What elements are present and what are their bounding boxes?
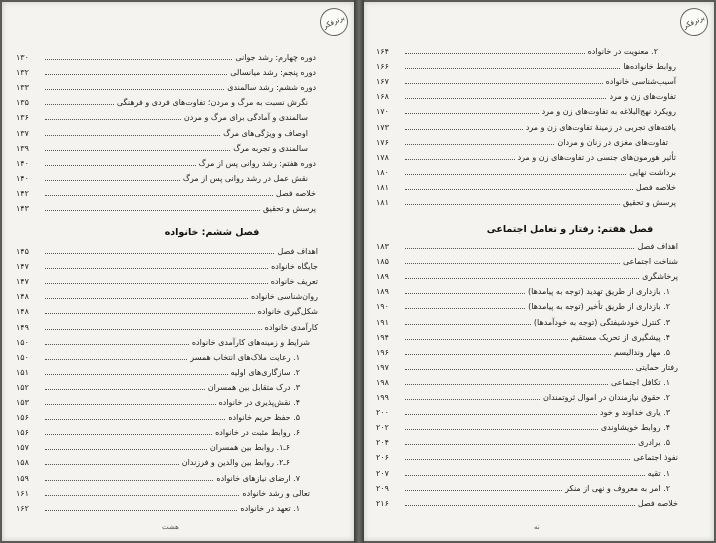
toc-entry: [376, 86, 676, 101]
toc-dot-leader: [45, 165, 196, 166]
toc-entry: [16, 422, 318, 437]
toc-entry: [376, 462, 678, 477]
toc-entry-title: دوره چهارم: رشد جوانی: [235, 53, 316, 63]
toc-entry-page: ۱۸۰: [376, 167, 389, 177]
toc-dot-leader: [405, 459, 630, 460]
toc-entry-title: ۱. رعایت ملاک‌های انتخاب همسر: [190, 352, 300, 362]
toc-entry: [376, 342, 678, 357]
toc-dot-leader: [405, 293, 525, 294]
toc-entry: [16, 77, 316, 92]
toc-entry-title: دوره هفتم: رشد روانی پس از مرگ: [198, 158, 316, 168]
toc-dot-leader: [405, 144, 554, 145]
toc-entry-page: ۱۷۳: [376, 122, 389, 132]
toc-entry-page: ۱۹۱: [376, 317, 389, 327]
toc-entry-page: ۱۵۸: [16, 458, 29, 468]
toc-dot-leader: [45, 464, 179, 465]
toc-entry-title: ۶ـ۱. روابط بین همسران: [209, 443, 290, 453]
toc-entry-title: دوره پنجم: رشد میانسالی: [230, 68, 316, 78]
toc-entry: [16, 153, 316, 168]
toc-entry-title: ۱. تعهد در خانواده: [240, 503, 300, 513]
toc-dot-leader: [405, 113, 539, 114]
left-page: [2, 2, 354, 541]
toc-entry-page: ۱۹۷: [376, 362, 389, 372]
toc-entry-title: سالمندی و آمادگی برای مرگ و مردن: [183, 113, 308, 123]
toc-dot-leader: [45, 480, 213, 481]
toc-dot-leader: [405, 159, 515, 160]
toc-dot-leader: [405, 354, 611, 355]
toc-entry-page: ۱۸۹: [376, 272, 389, 282]
toc-entry-title: تأثیر هورمون‌های جنسی در تفاوت‌های زن و مرد: [517, 152, 676, 162]
toc-dot-leader: [45, 268, 268, 269]
toc-entry: [16, 483, 318, 498]
left-toc-chapter: [16, 241, 318, 513]
toc-entry-title: سالمندی و تجربه مرگ: [233, 143, 308, 153]
toc-entry: [376, 116, 676, 131]
left-page-number: هشت: [162, 523, 179, 531]
toc-entry-page: ۱۳۲: [16, 68, 29, 78]
toc-dot-leader: [405, 83, 603, 84]
toc-entry-title: کارآمدی خانواده: [264, 322, 318, 332]
toc-entry-page: ۲۰۴: [376, 438, 389, 448]
toc-entry-title: تعریف خانواده: [270, 277, 318, 287]
toc-entry: [376, 132, 676, 147]
toc-dot-leader: [45, 150, 230, 151]
toc-dot-leader: [45, 313, 255, 314]
toc-entry-title: ۱. تکافل اجتماعی: [611, 377, 670, 387]
toc-entry-title: ۱. تقیه: [647, 468, 670, 478]
toc-entry-page: ۱۴۵: [16, 247, 29, 257]
toc-entry: [16, 301, 318, 316]
toc-entry: [16, 452, 318, 467]
toc-entry: [376, 478, 678, 493]
toc-dot-leader: [45, 389, 205, 390]
toc-entry-page: ۱۳۵: [16, 98, 29, 108]
toc-dot-leader: [45, 253, 274, 254]
toc-entry-page: ۱۳۳: [16, 83, 29, 93]
toc-entry-title: ۲. حقوق نیازمندان در اموال ثروتمندان: [543, 393, 670, 403]
toc-entry-title: اوصاف و ویژگی‌های مرگ: [223, 128, 308, 138]
toc-entry-title: تعالی و رشد خانواده: [242, 488, 310, 498]
left-toc-top: [16, 47, 316, 213]
toc-entry: [376, 162, 676, 177]
toc-entry-page: ۱۴۷: [16, 277, 29, 287]
toc-dot-leader: [45, 119, 181, 120]
toc-dot-leader: [45, 104, 114, 105]
toc-entry: [376, 236, 678, 251]
toc-entry: [376, 251, 678, 266]
toc-entry-page: ۱۵۰: [16, 352, 29, 362]
toc-entry-title: اهداف فصل: [277, 247, 318, 257]
toc-entry-title: ۴. روابط خویشاوندی: [600, 423, 670, 433]
toc-entry-page: ۱۸۱: [376, 198, 389, 208]
toc-dot-leader: [405, 248, 634, 249]
toc-entry-page: ۱۶۴: [376, 47, 389, 57]
toc-entry-page: ۱۴۸: [16, 307, 29, 317]
toc-entry: [376, 266, 678, 281]
toc-entry-page: ۱۶۲: [16, 503, 29, 513]
toc-entry: [16, 92, 316, 107]
toc-dot-leader: [405, 339, 568, 340]
toc-dot-leader: [405, 384, 608, 385]
toc-entry-page: ۱۵۷: [16, 443, 29, 453]
toc-dot-leader: [405, 174, 626, 175]
right-page-number: نه: [534, 523, 540, 531]
toc-entry-title: خلاصه فصل: [637, 498, 678, 508]
toc-dot-leader: [405, 505, 635, 506]
toc-entry-page: ۱۸۹: [376, 287, 389, 297]
toc-entry-title: ۲. معنویت در خانواده: [587, 47, 658, 57]
toc-entry-title: نفوذ اجتماعی: [633, 453, 678, 463]
toc-entry-page: ۱۶۸: [376, 92, 389, 102]
toc-entry-title: ۶. روابط مثبت در خانواده: [215, 428, 300, 438]
toc-entry-page: ۱۹۸: [376, 377, 389, 387]
toc-entry-page: ۱۳۶: [16, 113, 29, 123]
toc-dot-leader: [405, 369, 633, 370]
toc-dot-leader: [45, 404, 216, 405]
toc-entry-page: ۱۹۰: [376, 302, 389, 312]
toc-entry-title: شناخت اجتماعی: [623, 257, 678, 267]
toc-dot-leader: [405, 444, 635, 445]
toc-entry-title: نگرش نسبت به مرگ و مردن؛ تفاوت‌های فردی و فرهنگی: [116, 98, 308, 108]
toc-entry-page: ۱۴۹: [16, 322, 29, 332]
toc-dot-leader: [45, 210, 260, 211]
book-gutter: [354, 0, 364, 543]
toc-entry: [376, 402, 678, 417]
toc-entry-page: ۱۵۲: [16, 382, 29, 392]
toc-dot-leader: [405, 399, 540, 400]
toc-entry-page: ۱۸۳: [376, 242, 389, 252]
toc-entry-page: ۱۵۱: [16, 367, 29, 377]
toc-entry-page: ۱۶۶: [376, 62, 389, 72]
toc-entry: [376, 41, 676, 56]
right-toc-top: [376, 41, 676, 207]
toc-entry-title: ۲. بازداری از طریق تأخیر (توجه به پیامدها): [528, 302, 670, 312]
toc-dot-leader: [45, 283, 268, 284]
toc-entry-page: ۱۶۱: [16, 488, 29, 498]
toc-dot-leader: [45, 344, 189, 345]
toc-entry: [376, 311, 678, 326]
toc-dot-leader: [45, 495, 239, 496]
toc-entry: [16, 437, 318, 452]
toc-entry-page: ۱۳۹: [16, 143, 29, 153]
right-page: [364, 2, 714, 541]
toc-entry-page: ۱۴۷: [16, 262, 29, 272]
toc-dot-leader: [405, 204, 620, 205]
toc-entry: [16, 286, 318, 301]
toc-dot-leader: [405, 475, 645, 476]
toc-entry: [376, 177, 676, 192]
toc-dot-leader: [45, 298, 248, 299]
toc-dot-leader: [45, 449, 207, 450]
toc-entry-title: تفاوت‌های زن و مرد: [609, 92, 676, 102]
toc-entry: [16, 407, 318, 422]
toc-dot-leader: [45, 195, 273, 196]
toc-entry-page: ۱۹۶: [376, 347, 389, 357]
toc-entry: [376, 387, 678, 402]
toc-entry: [376, 357, 678, 372]
toc-entry-page: ۲۰۲: [376, 423, 389, 433]
toc-entry-page: ۱۷۶: [376, 137, 389, 147]
toc-entry: [376, 296, 678, 311]
toc-entry-page: ۱۹۴: [376, 332, 389, 342]
toc-entry-title: ۶ـ۲. روابط بین والدین و فرزندان: [181, 458, 290, 468]
toc-entry: [376, 71, 676, 86]
toc-entry: [16, 198, 316, 213]
toc-entry-page: ۱۴۰: [16, 173, 29, 183]
toc-entry-page: ۱۸۵: [376, 257, 389, 267]
toc-dot-leader: [45, 374, 228, 375]
toc-entry: [376, 327, 678, 342]
toc-entry-title: خلاصه فصل: [635, 182, 676, 192]
toc-dot-leader: [405, 189, 633, 190]
right-toc-chapter: [376, 236, 678, 508]
toc-entry-title: برداشت نهایی: [629, 167, 676, 177]
publisher-logo: برترفکر: [675, 3, 712, 40]
toc-entry: [16, 347, 318, 362]
toc-dot-leader: [405, 263, 620, 264]
toc-entry-page: ۲۰۶: [376, 453, 389, 463]
toc-entry: [16, 332, 318, 347]
toc-entry: [376, 56, 676, 71]
toc-dot-leader: [405, 68, 620, 69]
toc-entry-page: ۱۹۹: [376, 393, 389, 403]
toc-entry-title: جایگاه خانواده: [271, 262, 318, 272]
toc-dot-leader: [45, 434, 212, 435]
toc-dot-leader: [405, 414, 597, 415]
publisher-logo: برترفکر: [315, 3, 352, 40]
toc-entry-title: ۲. سازگاری‌های اولیه: [230, 367, 300, 377]
toc-entry: [376, 493, 678, 508]
toc-entry: [376, 372, 678, 387]
toc-entry-title: یافته‌های تجربی در زمینهٔ تفاوت‌های زن و مرد: [525, 122, 676, 132]
toc-entry-page: ۱۵۶: [16, 428, 29, 438]
toc-entry-page: ۱۳۷: [16, 128, 29, 138]
toc-entry-page: ۲۰۷: [376, 468, 389, 478]
toc-entry-page: ۱۷۰: [376, 107, 389, 117]
toc-entry-page: ۱۴۳: [16, 204, 29, 214]
toc-entry-title: ۳. یاری خداوند و خود: [600, 408, 670, 418]
toc-entry-title: پرسش و تحقیق: [622, 198, 676, 208]
toc-entry-page: ۱۷۸: [376, 152, 389, 162]
toc-entry-title: دوره ششم: رشد سالمندی: [227, 83, 316, 93]
toc-entry: [16, 122, 316, 137]
toc-entry: [16, 62, 316, 77]
toc-dot-leader: [45, 419, 225, 420]
toc-dot-leader: [45, 180, 180, 181]
toc-entry-page: ۱۶۷: [376, 77, 389, 87]
toc-entry-page: ۱۳۰: [16, 53, 29, 63]
toc-entry: [16, 392, 318, 407]
toc-entry: [16, 498, 318, 513]
toc-dot-leader: [405, 98, 606, 99]
toc-dot-leader: [405, 429, 598, 430]
toc-entry-title: پرسش و تحقیق: [262, 204, 316, 214]
toc-entry-page: ۱۵۶: [16, 413, 29, 423]
toc-entry-title: شکل‌گیری خانواده: [257, 307, 318, 317]
toc-dot-leader: [405, 308, 525, 309]
toc-entry: [16, 107, 316, 122]
toc-entry-title: روان‌شناسی خانواده: [250, 292, 318, 302]
toc-entry-title: رفتار حمایتی: [635, 362, 678, 372]
toc-entry-title: ۵. برادری: [638, 438, 670, 448]
toc-entry-title: ۳. کنترل خودشیفتگی (توجه به خودآمدها): [533, 317, 670, 327]
toc-dot-leader: [405, 53, 585, 54]
toc-entry-title: ۲. امر به معروف و نهی از منکر: [565, 483, 670, 493]
toc-entry-title: آسیب‌شناسی خانواده: [605, 77, 676, 87]
toc-dot-leader: [405, 324, 531, 325]
toc-dot-leader: [45, 510, 237, 511]
toc-entry: [376, 192, 676, 207]
toc-entry-title: ۳. درک متقابل بین همسران: [207, 382, 300, 392]
toc-entry-page: ۱۴۸: [16, 292, 29, 302]
toc-entry: [16, 271, 318, 286]
toc-entry-title: پرخاشگری: [642, 272, 678, 282]
toc-dot-leader: [45, 89, 224, 90]
toc-entry-title: ۱. بازداری از طریق تهدید (توجه به پیامدها): [528, 287, 670, 297]
toc-entry: [376, 432, 678, 447]
toc-entry-page: ۱۴۲: [16, 188, 29, 198]
toc-entry-page: ۱۵۰: [16, 337, 29, 347]
toc-entry-title: ۴. پیشگیری از تحریک مستقیم: [570, 332, 670, 342]
toc-entry: [16, 168, 316, 183]
toc-entry: [16, 183, 316, 198]
toc-entry: [16, 467, 318, 482]
toc-entry-page: ۲۰۹: [376, 483, 389, 493]
toc-entry-title: شرایط و زمینه‌های کارآمدی خانواده: [191, 337, 310, 347]
toc-entry-page: ۲۱۶: [376, 498, 389, 508]
toc-entry-title: ۵. حفظ حریم خانواده: [228, 413, 300, 423]
toc-dot-leader: [405, 129, 523, 130]
toc-entry-title: اهداف فصل: [637, 242, 678, 252]
toc-entry: [376, 147, 676, 162]
toc-dot-leader: [45, 135, 220, 136]
toc-entry-title: خلاصه فصل: [275, 188, 316, 198]
toc-dot-leader: [45, 329, 262, 330]
toc-entry-page: ۱۵۹: [16, 473, 29, 483]
toc-entry: [16, 241, 318, 256]
toc-entry-page: ۱۵۳: [16, 398, 29, 408]
toc-entry-page: ۱۴۰: [16, 158, 29, 168]
left-chapter-heading: فصل ششم: خانواده: [164, 227, 260, 238]
toc-entry: [16, 362, 318, 377]
toc-entry: [16, 138, 316, 153]
toc-entry: [16, 256, 318, 271]
toc-entry-title: ۷. ارضای نیازهای خانواده: [216, 473, 300, 483]
toc-entry-title: ۵. مهار وندالیسم: [613, 347, 670, 357]
toc-entry: [16, 47, 316, 62]
toc-dot-leader: [405, 490, 562, 491]
toc-entry-title: نقش عمل در رشد روانی پس از مرگ: [182, 173, 308, 183]
toc-entry: [376, 281, 678, 296]
toc-entry-page: ۲۰۰: [376, 408, 389, 418]
toc-entry: [376, 447, 678, 462]
toc-dot-leader: [45, 74, 227, 75]
toc-entry-title: رویکرد نهج‌البلاغه به تفاوت‌های زن و مرد: [541, 107, 676, 117]
toc-entry: [16, 377, 318, 392]
toc-entry-page: ۱۸۱: [376, 182, 389, 192]
toc-entry-title: تفاوت‌های مغزی در زنان و مردان: [557, 137, 668, 147]
toc-dot-leader: [45, 59, 232, 60]
right-chapter-heading: فصل هفتم: رفتار و تعامل اجتماعی: [486, 224, 654, 235]
toc-entry: [16, 316, 318, 331]
toc-dot-leader: [405, 278, 639, 279]
toc-entry: [376, 417, 678, 432]
toc-entry: [376, 101, 676, 116]
toc-entry-title: ۴. نقش‌پذیری در خانواده: [218, 398, 300, 408]
toc-dot-leader: [45, 359, 187, 360]
toc-entry-title: روابط خانواده‌ها: [623, 62, 676, 72]
